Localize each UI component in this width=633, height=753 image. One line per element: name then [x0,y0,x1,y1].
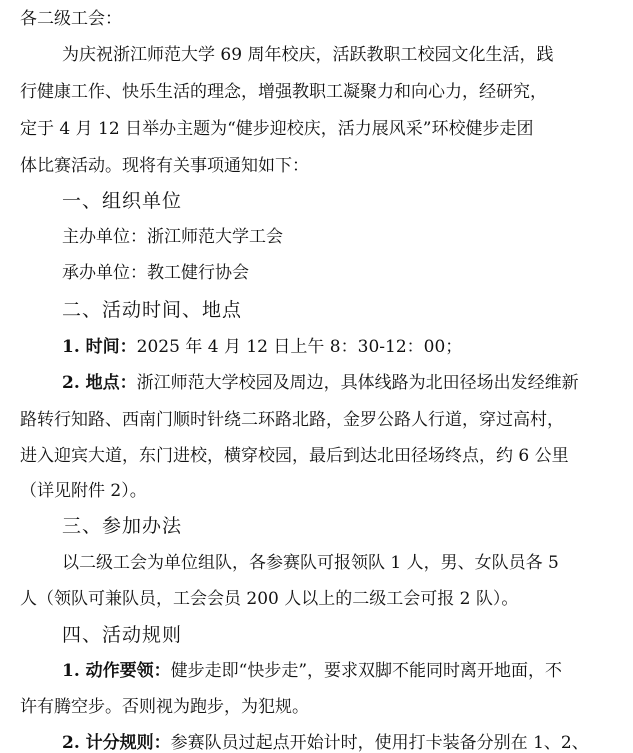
section-heading-rules: 四、活动规则 [62,624,183,646]
place-text: 浙江师范大学校园及周边，具体线路为北田径场出发经维新 [136,373,579,393]
organizer-unit: 承办单位：教工健行协会 [62,263,249,283]
place-line: （详见附件 2）。 [20,481,147,501]
place-label: 2. 地点： [62,373,137,393]
salutation: 各二级工会： [20,9,122,29]
rule2-label: 2. 计分规则： [62,733,171,753]
rule2-line [62,728,589,753]
rule1-text: 健步走即“快步走”，要求双脚不能同时离开地面，不 [170,661,563,681]
section-heading-participation: 三、参加办法 [62,515,183,537]
rule2-text: 参赛队员过起点开始计时，使用打卡装备分别在 1、2、 [170,733,589,753]
section-heading-organization: 一、组织单位 [62,190,183,212]
time-line [62,332,462,357]
intro-line: 体比赛活动。现将有关事项通知如下： [20,156,309,176]
time-label: 1. 时间： [62,337,137,357]
rule1-label: 1. 动作要领： [62,661,171,681]
intro-line: 行健康工作、快乐生活的理念，增强教职工凝聚力和向心力，经研究， [20,82,547,102]
section-heading-time-place: 二、活动时间、地点 [62,299,243,321]
participation-line: 人（领队可兼队员，工会会员 200 人以上的二级工会可报 2 队）。 [20,589,519,609]
rule1-line [62,656,562,681]
host-unit: 主办单位：浙江师范大学工会 [62,227,283,247]
place-line: 路转行知路、西南门顺时针绕二环路北路，金罗公路人行道，穿过高村， [20,410,564,430]
rule1-line: 许有腾空步。否则视为跑步，为犯规。 [20,697,309,717]
intro-line: 定于 4 月 12 日举办主题为“健步迎校庆，活力展风采”环校健步走团 [20,119,534,139]
participation-line: 以二级工会为单位组队，各参赛队可报领队 1 人，男、女队员各 5 [62,553,559,573]
intro-line: 为庆祝浙江师范大学 69 周年校庆，活跃教职工校园文化生活，践 [62,45,554,65]
time-value: 2025 年 4 月 12 日上午 8：30-12：00； [136,337,463,357]
place-line [62,368,579,393]
place-line: 进入迎宾大道，东门进校，横穿校园，最后到达北田径场终点，约 6 公里 [20,446,569,466]
